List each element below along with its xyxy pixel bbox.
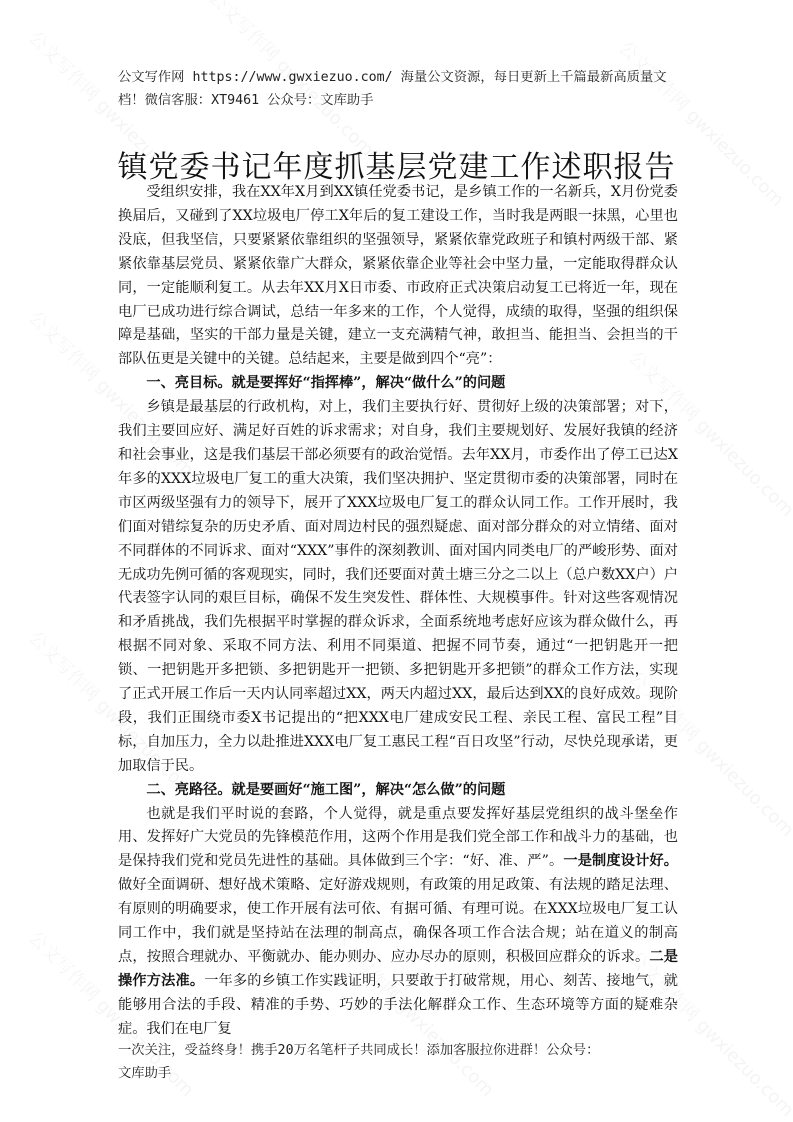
point-2-title: 二是操作方法准。 <box>118 949 678 989</box>
document-title: 镇党委书记年度抓基层党建工作述职报告 <box>117 150 676 185</box>
header-ad-line-1: 公文写作网 https://www.gwxiezuo.com/ 海量公文资源，每日更新上千篇最新高质量文 <box>118 70 667 85</box>
header-ad-line-2: 档！微信客服：XT9461 公众号：文库助手 <box>118 93 374 108</box>
section-2-heading: 二、亮路径。就是要画好“施工图”，解决“怎么做”的问题 <box>146 781 506 798</box>
section-1-body: 乡镇是最基层的行政机构，对上，我们主要执行好、贯彻好上级的决策部署；对下，我们主要回应好、满足好百姓的诉求需求；对自身，我们主要规划好、发展好我镇的经济和社会事业，这是我们基层干部必须要有的政治觉悟。去年XX月，市委作出了停工已达X年多的XXX垃圾电厂复工的重大决策，我们坚决拥护、坚定贯彻市委的决策部署，同时在市区两级坚强有力的领导下，展开了XXX垃圾电厂复工的群众认同工作。工作开展时，我们面对错综复杂的历史矛盾、面对周边村民的强烈疑虑、面对部分群众的对立情绪、面对不同群体的不同诉求、面对“XXX”事件的深刻教训、面对国内同类电厂的严峻形势、面对无成功先例可循的客观现实，同时，我们还要面对黄土塘三分之二以上（总户数XX户）户代表签字认同的艰巨目标，确保不发生突发性、群体性、大规模事件。针对这些客观情况和矛盾挑战，我们先根据平时掌握的群众诉求，全面系统地考虑好应该为群众做什么，再根据不同对象、采取不同方法、利用不同渠道、把握不同节奏，通过“一把钥匙开一把锁、一把钥匙开多把锁、多把钥匙开一把锁、多把钥匙开多把锁”的群众工作方法，实现了正式开展工作后一天内认同率超过XX，两天内超过XX，最后达到XX的良好成效。现阶段，我们正围绕市委X书记提出的“把XXX电厂建成安民工程、亲民工程、富民工程”目标，自加压力，全力以赴推进XXX电厂复工惠民工程“百日攻坚”行动，尽快兑现承诺，更加取信于民。 <box>118 399 678 774</box>
section-2-body-start: 也就是我们平时说的套路，个人觉得，就是重点要发挥好基层党组织的战斗堡垒作用、发挥好广大党员的先锋模范作用，这两个作用是我们党全部工作和战斗力的基础，也是保持我们党和党员先进性的基础。具体做到三个字：“好、准、严”。 <box>118 805 678 870</box>
point-1-body: 做好全面调研、想好战术策略、定好游戏规则，有政策的用足政策、有法规的踏足法理、有原则的明确要求，使工作开展有法可依、有据可循、有理可说。在XXX垃圾电厂复工认同工作中，我们就是坚持站在法理的制高点，确保各项工作合法合规；站在道义的制高点，按照合理就办、平衡就办、能办则办、应办尽办的原则，积极回应群众的诉求。 <box>118 877 678 965</box>
document-body <box>118 181 678 1042</box>
point-2-body: 一年多的乡镇工作实践证明，只要敢于打破常规，用心、刻苦、接地气，就能够用合法的手段、精准的手势、巧妙的手法化解群众工作、生态环境等方面的疑难杂症。我们在电厂复 <box>118 972 678 1037</box>
footer-ad-line-2: 文库助手 <box>118 1066 172 1081</box>
point-1-title: 一是制度设计好。 <box>563 853 678 870</box>
section-1-heading: 一、亮目标。就是要挥好“指挥棒”，解决“做什么”的问题 <box>146 375 506 392</box>
footer-ad-line-1: 一次关注，受益终身！携手20万名笔杆子共同成长！添加客服拉你进群！公众号： <box>118 1043 600 1058</box>
section-2-body <box>118 803 678 1042</box>
intro-paragraph: 受组织安排，我在XX年X月到XX镇任党委书记，是乡镇工作的一名新兵，X月份党委换届后，又碰到了XX垃圾电厂停工X年后的复工建设工作，当时我是两眼一抹黑，心里也没底，但我坚信，只要紧紧依靠组织的坚强领导，紧紧依靠党政班子和镇村两级干部、紧紧依靠基层党员、紧紧依靠广大群众，紧紧依靠企业等社会中坚力量，一定能取得群众认同，一定能顺利复工。从去年XX月X日市委、市政府正式决策启动复工已将近一年，现在电厂已成功进行综合调试，总结一年多来的工作，个人觉得，成绩的取得，坚强的组织保障是基础，坚实的干部力量是关键，建立一支充满精气神，敢担当、能担当、会担当的干部队伍更是关键中的关键。总结起来，主要是做到四个“亮”： <box>118 184 678 368</box>
